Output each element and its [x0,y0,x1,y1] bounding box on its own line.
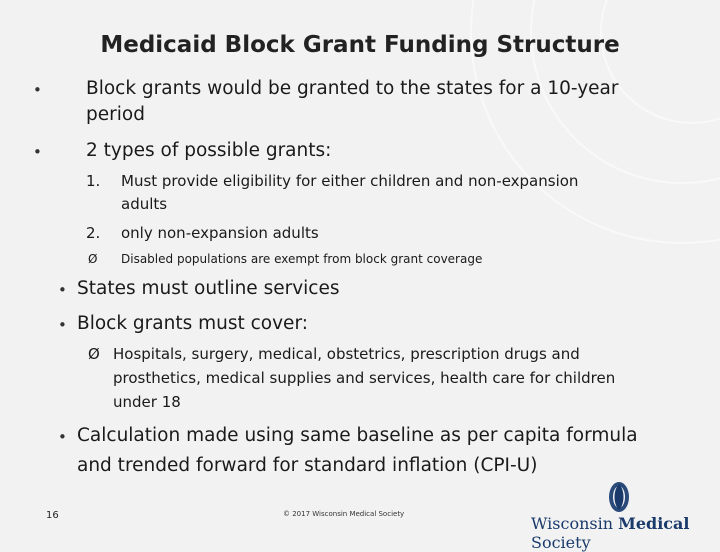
grant-type-2-line1: only non-expansion adults [121,224,319,242]
exempt-note: Disabled populations are exempt from block grant coverage [121,252,483,266]
logo-word-medical: Medical [618,514,690,533]
copyright: © 2017 Wisconsin Medical Society [283,510,405,518]
slide-number: 16 [46,510,59,521]
arrow-bullet-icon: Ø [88,345,100,363]
bullet-calculation-line1: Calculation made using same baseline as per capita formula [77,425,638,446]
slide-title: Medicaid Block Grant Funding Structure [100,32,620,58]
coverage-line1: Hospitals, surgery, medical, obstetrics, prescription drugs and [113,345,580,363]
coverage-line3: under 18 [113,393,181,411]
bullet-outline-services: States must outline services [77,278,340,299]
grant-type-1-number: 1. [86,172,101,190]
bullet-icon: • [58,281,67,299]
bullet-grant-period-line2: period [86,104,145,125]
grant-type-2-number: 2. [86,224,101,242]
bullet-must-cover: Block grants must cover: [77,313,308,334]
grant-type-1-line1: Must provide eligibility for either children and non-expansion [121,172,579,190]
coverage-line2: prosthetics, medical supplies and services, health care for children [113,369,616,387]
logo-word-society: Society [531,533,591,552]
bullet-icon: • [33,81,42,99]
bullet-icon: • [33,143,42,161]
grant-type-1-line2: adults [121,195,168,213]
bullet-grant-period-line1: Block grants would be granted to the states for a 10-year [86,78,619,99]
society-logo-icon [607,480,631,514]
logo-word-wisconsin: Wisconsin [531,514,614,533]
society-logo-text [531,514,720,552]
bullet-icon: • [58,428,67,446]
bullet-icon: • [58,316,67,334]
bullet-calculation-line2: and trended forward for standard inflation (CPI-U) [77,455,538,476]
bullet-grant-types: 2 types of possible grants: [86,140,332,161]
arrow-bullet-icon: Ø [88,252,98,266]
